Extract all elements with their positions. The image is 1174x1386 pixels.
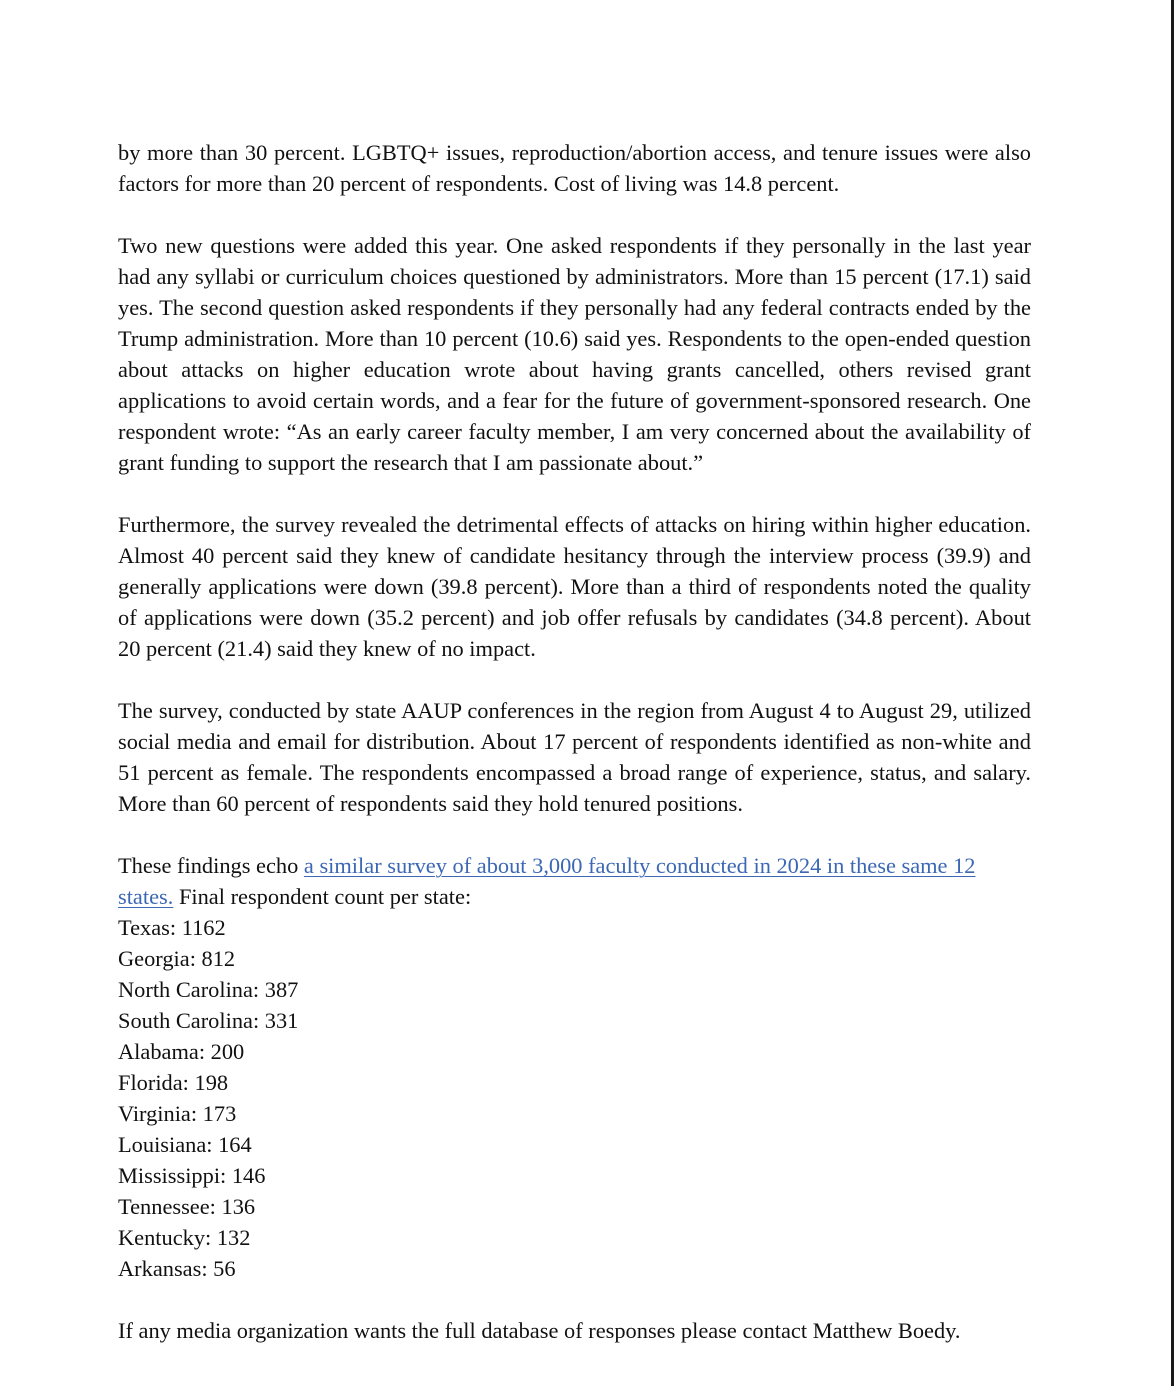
state-count-item: Virginia: 173	[118, 1101, 237, 1126]
paragraph-new-questions: Two new questions were added this year. One asked respondents if they personally in the last year had any syllabi or curriculum choices questioned by administrators. More than 15 percent (17.1) said yes. The second question asked respondents if they personally had any federal contracts ended by the Trump administration. More than 10 percent (10.6) said yes. Respondents to the open-ended question about attacks on higher education wrote about having grants cancelled, others revised grant applications to avoid certain words, and a fear for the future of government-sponsored research. One respondent wrote: “As an early career faculty member, I am very concerned about the availability of grant funding to support the research that I am passionate about.”	[118, 233, 1031, 475]
paragraph-survey-methodology: The survey, conducted by state AAUP conferences in the region from August 4 to August 29, utilized social media and email for distribution. About 17 percent of respondents identified as non-white and 51 percent as female. The respondents encompassed a broad range of experience, status, and salary. More than 60 percent of respondents said they hold tenured positions.	[118, 698, 1031, 816]
state-count-item: Louisiana: 164	[118, 1132, 252, 1157]
state-count-item: Alabama: 200	[118, 1039, 245, 1064]
paragraph-issue-factors: by more than 30 percent. LGBTQ+ issues, reproduction/abortion access, and tenure issues were also factors for more than 20 percent of respondents. Cost of living was 14.8 percent.	[118, 140, 1031, 196]
survey-2024-link[interactable]: a similar survey of about 3,000 faculty conducted in 2024 in these same 12 states.	[118, 853, 976, 909]
state-count-item: Kentucky: 132	[118, 1225, 251, 1250]
state-count-item: North Carolina: 387	[118, 977, 299, 1002]
state-count-item: Tennessee: 136	[118, 1194, 256, 1219]
state-count-item: Georgia: 812	[118, 946, 236, 971]
paragraph-media-contact: If any media organization wants the full database of responses please contact Matthew Boedy.	[118, 1318, 961, 1343]
state-count-item: Mississippi: 146	[118, 1163, 266, 1188]
state-count-item: South Carolina: 331	[118, 1008, 299, 1033]
paragraph-findings	[118, 850, 1031, 912]
state-count-item: Florida: 198	[118, 1070, 229, 1095]
state-respondent-list	[118, 912, 1031, 1284]
findings-prefix: These findings echo	[118, 853, 304, 878]
paragraph-hiring-effects: Furthermore, the survey revealed the detrimental effects of attacks on hiring within higher education. Almost 40 percent said they knew of candidate hesitancy through the interview process (39.9) and generally applications were down (39.8 percent). More than a third of respondents noted the quality of applications were down (35.2 percent) and job offer refusals by candidates (34.8 percent). About 20 percent (21.4) said they knew of no impact.	[118, 512, 1031, 661]
state-count-item: Texas: 1162	[118, 915, 226, 940]
findings-suffix: Final respondent count per state:	[173, 884, 472, 909]
state-count-item: Arkansas: 56	[118, 1256, 236, 1281]
document-page	[118, 137, 1031, 1377]
